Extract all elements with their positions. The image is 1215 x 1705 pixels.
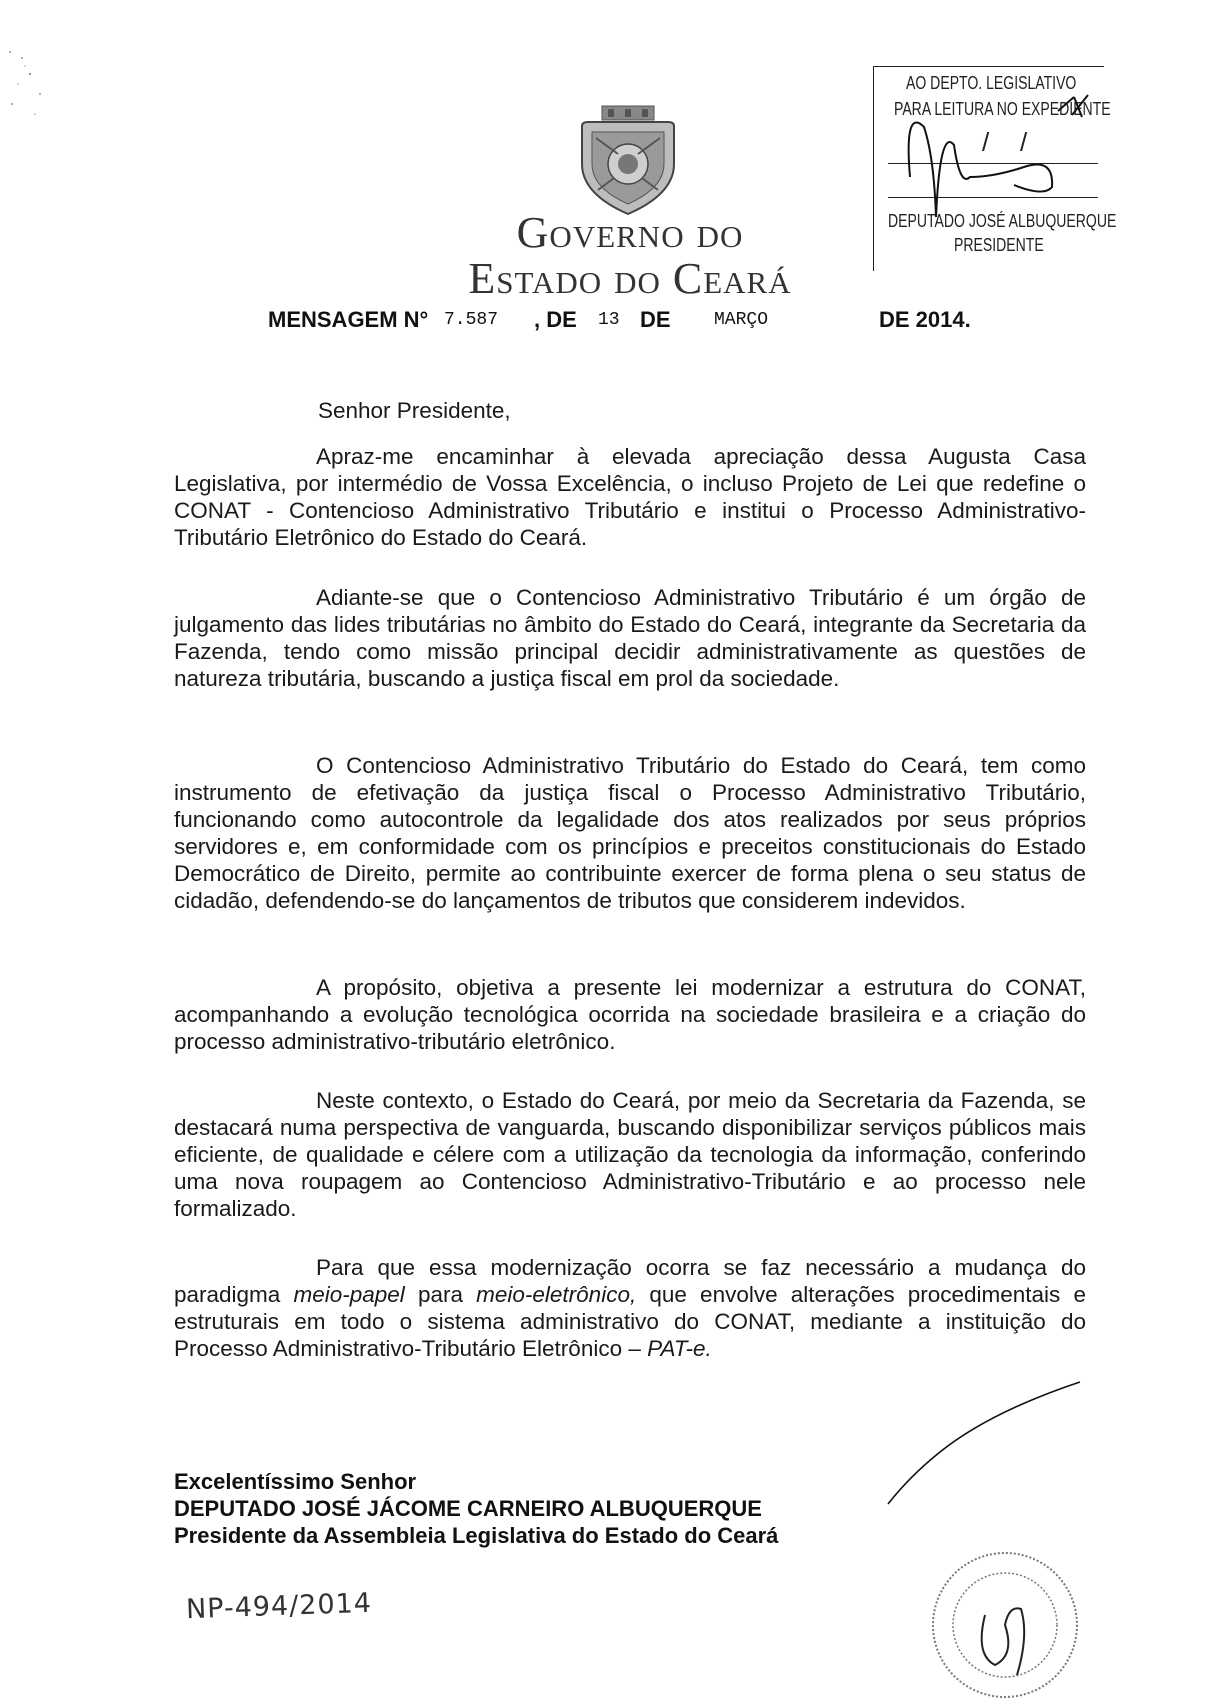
paragraph-text: Apraz-me encaminhar à elevada apreciação dessa Augusta Casa Legislativa, por intermédio de Vossa Excelência, o incluso Projeto de Lei que redefine o CONAT - Contencioso Administrativo Tributário e institui o Processo Administrativo-Tributário Eletrônico do Estado do Ceará. — [174, 444, 1086, 550]
paragraph-text: Neste contexto, o Estado do Ceará, por meio da Secretaria da Fazenda, se destacará numa perspectiva de vanguarda, buscando disponibilizar serviços públicos mais eficiente, de qualidade e célere com a utilização da tecnologia da informação, conferindo uma nova roupagem ao Contencioso Administrativo-Tributário e ao processo nele formalizado. — [174, 1088, 1086, 1221]
paragraph — [174, 974, 1086, 1055]
stamp-line2: PARA LEITURA NO EXPEDIENTE — [894, 99, 1111, 119]
addressee-block — [174, 1468, 778, 1549]
stamp-signature — [874, 67, 1106, 273]
procuradoria-seal-stamp — [925, 1545, 1085, 1705]
paragraph-text: A propósito, objetiva a presente lei modernizar a estrutura do CONAT, acompanhando a evolução tecnológica ocorrida na sociedade brasileira e a criação do processo administrativo-tributário eletrônico. — [174, 975, 1086, 1054]
paragraph — [174, 443, 1086, 551]
paragraph-text: Adiante-se que o Contencioso Administrativo Tributário é um órgão de julgamento das lides tributárias no âmbito do Estado do Ceará, integrante da Secretaria da Fazenda, tendo como missão principal decidir administrativamente as questões de natureza tributária, buscando a justiça fiscal em prol da sociedade. — [174, 585, 1086, 691]
mensagem-day: 13 — [598, 310, 620, 330]
paragraph — [174, 584, 1086, 692]
addressee-line2: DEPUTADO JOSÉ JÁCOME CARNEIRO ALBUQUERQUE — [174, 1496, 762, 1521]
paragraph-italic: meio-papel — [293, 1282, 405, 1307]
salutation: Senhor Presidente, — [318, 398, 511, 423]
stamp-line4: PRESIDENTE — [954, 235, 1044, 255]
paragraph-part: Para que essa modernização ocorra se faz necessário a mudança do paradigma — [174, 1255, 1086, 1307]
paragraph-italic: PAT-e. — [647, 1336, 712, 1361]
paragraph — [174, 1087, 1086, 1222]
gov-line2: Estado do Ceará — [468, 254, 792, 303]
stamp-date-slash: / — [982, 127, 990, 157]
scan-noise — [0, 44, 60, 144]
stamp-line3: DEPUTADO JOSÉ ALBUQUERQUE — [888, 211, 1117, 231]
paragraph — [174, 752, 1086, 914]
message-number-line — [268, 307, 998, 339]
addressee-line3: Presidente da Assembleia Legislativa do Estado do Ceará — [174, 1523, 779, 1548]
government-heading — [460, 210, 800, 302]
paragraph-part: que envolve alterações procedimentais e estruturais em todo o sistema administrativo do CONAT, mediante a instituição do Processo Administrativo-Tributário Eletrônico – — [174, 1282, 1086, 1361]
mensagem-number: 7.587 — [444, 310, 499, 330]
governor-signature — [870, 1372, 1090, 1512]
paragraph-part: para — [404, 1282, 477, 1307]
mensagem-label: MENSAGEM N° — [268, 307, 429, 332]
mensagem-de2: DE — [640, 307, 671, 332]
paragraph-text: O Contencioso Administrativo Tributário do Estado do Ceará, tem como instrumento de efetivação da justiça fiscal o Processo Administrativo Tributário, funcionando como autocontrole da legalidade dos atos realizados por seus próprios servidores e, em conformidade com os princípios e preceitos constitucionais do Estado Democrático de Direito, permite ao contribuinte exercer de forma plena o seu status de cidadão, defendendo-se do lançamentos de tributos que considerem indevidos. — [174, 753, 1086, 913]
stamp-date-slash: / — [1020, 127, 1028, 157]
protocol-number: NP-494/2014 — [185, 1587, 373, 1626]
paragraph — [174, 1254, 1086, 1362]
paragraph-italic: meio-eletrônico, — [476, 1282, 637, 1307]
paragraph-text — [174, 1254, 1086, 1362]
legislative-stamp — [873, 66, 1117, 271]
state-coat-of-arms-logo — [574, 102, 682, 218]
mensagem-de1: , DE — [534, 307, 577, 332]
mensagem-month: MARÇO — [714, 310, 769, 330]
mensagem-year: DE 2014. — [879, 307, 971, 332]
addressee-line1: Excelentíssimo Senhor — [174, 1469, 417, 1494]
stamp-line1: AO DEPTO. LEGISLATIVO — [906, 73, 1077, 93]
gov-line1: Governo do — [516, 208, 744, 257]
